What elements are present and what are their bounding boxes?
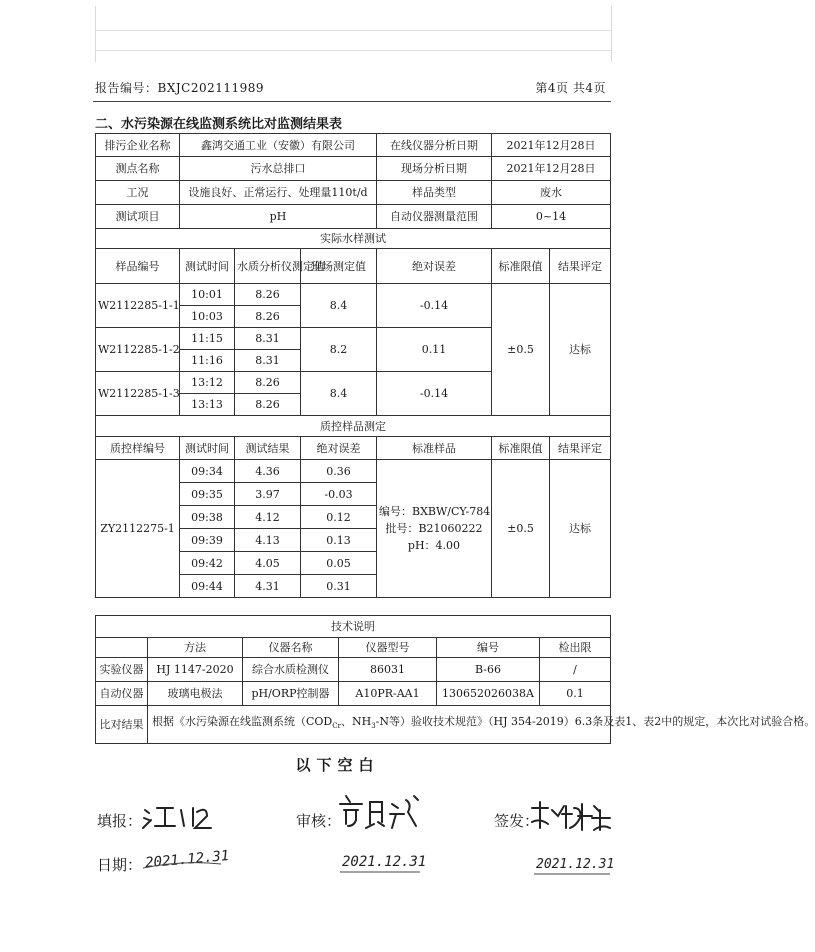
tech-instrument-number: B-66 (437, 658, 540, 682)
qc-error: 0.31 (301, 575, 377, 598)
actual-section-title: 实际水样测试 (96, 229, 611, 249)
tech-header: 编号 (437, 638, 540, 658)
evaluation-result: 达标 (550, 284, 611, 416)
qc-time: 09:34 (180, 460, 235, 483)
conclusion-part: 根据《水污染源在线监测系统（COD (152, 715, 333, 729)
field-date-label: 现场分析日期 (377, 157, 492, 181)
sample-type-value: 废水 (492, 181, 611, 205)
field-value: 8.4 (301, 372, 377, 416)
conclusion-part: -N等）验收技术规范》（HJ 354-2019）6.3条及表1、表2中的规定，本次比对试验合格。 (375, 715, 815, 729)
qc-result: 4.12 (235, 506, 301, 529)
date-handwriting-text: 2021.12.31 (342, 854, 427, 870)
standard-ph: pH：4.00 (407, 539, 461, 552)
item-value: pH (180, 205, 377, 229)
conclusion-subscript: Cr (332, 722, 341, 731)
qc-standard-limit: ±0.5 (492, 460, 550, 598)
qc-error: -0.03 (301, 483, 377, 506)
actual-header: 水质分析仪测定值 (235, 249, 301, 284)
analyzer-value: 8.26 (235, 306, 301, 328)
table-row (96, 658, 611, 682)
qc-result: 4.13 (235, 529, 301, 552)
date-handwriting-text: 2021.12.31 (536, 857, 615, 872)
online-date-value: 2021年12月28日 (492, 134, 611, 157)
table-row (96, 460, 611, 483)
qc-time: 09:44 (180, 575, 235, 598)
actual-header: 样品编号 (96, 249, 180, 284)
field-date-value: 2021年12月28日 (492, 157, 611, 181)
test-time: 11:16 (180, 350, 235, 372)
test-time: 10:01 (180, 284, 235, 306)
field-value: 8.2 (301, 328, 377, 372)
condition-value: 设施良好、正常运行、处理量110t/d (180, 181, 377, 205)
reviewer-date-handwritten (340, 848, 427, 876)
filler-date-handwritten (143, 846, 230, 872)
standard-number: 编号：BXBW/CY-784 (379, 505, 491, 518)
tech-instrument-model: 86031 (339, 658, 437, 682)
review-label: 审核： (296, 812, 342, 830)
analyzer-value: 8.31 (235, 350, 301, 372)
tech-instrument-name: pH/ORP控制器 (243, 682, 339, 706)
tech-row-label: 自动仪器 (96, 682, 148, 706)
standard-limit: ±0.5 (492, 284, 550, 416)
qc-error: 0.05 (301, 552, 377, 575)
qc-error: 0.13 (301, 529, 377, 552)
sign-label: 签发： (494, 812, 540, 830)
sample-id: W2112285-1-2 (96, 328, 180, 372)
qc-time: 09:38 (180, 506, 235, 529)
qc-time: 09:35 (180, 483, 235, 506)
sample-id: W2112285-1-1 (96, 284, 180, 328)
qc-standard-sample (377, 460, 492, 598)
table-row (96, 682, 611, 706)
tech-header-row (96, 638, 611, 658)
tech-header: 仪器型号 (339, 638, 437, 658)
ghost-table-remnant (95, 6, 612, 62)
conclusion-subscript: 3 (371, 722, 376, 731)
table-row (96, 284, 611, 306)
blank-notice: 以下空白 (295, 756, 380, 774)
filler-signature (141, 800, 221, 832)
actual-header: 结果评定 (550, 249, 611, 284)
qc-error: 0.36 (301, 460, 377, 483)
tech-method: 玻璃电极法 (148, 682, 243, 706)
qc-time: 09:42 (180, 552, 235, 575)
field-value: 8.4 (301, 284, 377, 328)
qc-sample-id: ZY2112275-1 (96, 460, 180, 598)
actual-header: 现场测定值 (301, 249, 377, 284)
header-rule (93, 101, 611, 102)
section-title: 二、水污染源在线监测系统比对监测结果表 (95, 117, 343, 132)
site-value: 污水总排口 (180, 157, 377, 181)
site-label: 测点名称 (96, 157, 180, 181)
sample-id: W2112285-1-3 (96, 372, 180, 416)
actual-header: 测试时间 (180, 249, 235, 284)
analyzer-value: 8.26 (235, 394, 301, 416)
tech-header-blank (96, 638, 148, 658)
absolute-error: 0.11 (377, 328, 492, 372)
tech-instrument-number: 130652026038A (437, 682, 540, 706)
tech-header: 检出限 (540, 638, 611, 658)
qc-header: 标准限值 (492, 437, 550, 460)
actual-header-row (96, 249, 611, 284)
date-label: 日期： (97, 856, 143, 874)
test-time: 13:13 (180, 394, 235, 416)
fill-label: 填报： (97, 812, 143, 830)
qc-evaluation-result: 达标 (550, 460, 611, 598)
conclusion-label: 比对结果 (96, 706, 148, 744)
condition-label: 工况 (96, 181, 180, 205)
absolute-error: -0.14 (377, 372, 492, 416)
info-row-item (96, 205, 611, 229)
qc-section-title: 质控样品测定 (96, 416, 611, 437)
qc-header: 绝对误差 (301, 437, 377, 460)
test-time: 11:15 (180, 328, 235, 350)
sample-type-label: 样品类型 (377, 181, 492, 205)
analyzer-value: 8.26 (235, 372, 301, 394)
tech-method: HJ 1147-2020 (148, 658, 243, 682)
conclusion-part: 、NH (340, 715, 372, 729)
analyzer-value: 8.31 (235, 328, 301, 350)
qc-header: 标准样品 (377, 437, 492, 460)
info-row-site (96, 157, 611, 181)
test-time: 13:12 (180, 372, 235, 394)
tech-detection-limit: 0.1 (540, 682, 611, 706)
standard-batch: 批号：B21060222 (385, 522, 483, 535)
signer-signature (528, 798, 614, 834)
analyzer-value: 8.26 (235, 284, 301, 306)
info-row-enterprise (96, 134, 611, 157)
tech-header: 仪器名称 (243, 638, 339, 658)
qc-result: 4.05 (235, 552, 301, 575)
absolute-error: -0.14 (377, 284, 492, 328)
info-row-condition (96, 181, 611, 205)
enterprise-value: 鑫鸿交通工业（安徽）有限公司 (180, 134, 377, 157)
qc-error: 0.12 (301, 506, 377, 529)
conclusion-text (148, 706, 815, 744)
report-number: 报告编号：BXJC202111989 (95, 81, 265, 95)
qc-result: 4.36 (235, 460, 301, 483)
qc-time: 09:39 (180, 529, 235, 552)
tech-section-title: 技术说明 (96, 616, 611, 638)
tech-instrument-name: 综合水质检测仪 (243, 658, 339, 682)
online-date-label: 在线仪器分析日期 (377, 134, 492, 157)
range-value: 0~14 (492, 205, 611, 229)
actual-header: 标准限值 (492, 249, 550, 284)
qc-result: 3.97 (235, 483, 301, 506)
tech-row-label: 实验仪器 (96, 658, 148, 682)
test-time: 10:03 (180, 306, 235, 328)
item-label: 测试项目 (96, 205, 180, 229)
comparison-results-table (95, 133, 611, 598)
qc-header: 结果评定 (550, 437, 611, 460)
tech-detection-limit: / (540, 658, 611, 682)
date-handwriting-text: 2021.12.31 (144, 847, 230, 872)
tech-instrument-model: A10PR-AA1 (339, 682, 437, 706)
range-label: 自动仪器测量范围 (377, 205, 492, 229)
qc-header: 质控样编号 (96, 437, 180, 460)
reviewer-signature (336, 790, 426, 832)
page-info: 第4页 共4页 (535, 81, 606, 95)
qc-header: 测试时间 (180, 437, 235, 460)
qc-header-row (96, 437, 611, 460)
actual-header: 绝对误差 (377, 249, 492, 284)
signer-date-handwritten (534, 852, 614, 878)
conclusion-row (96, 706, 611, 744)
qc-result: 4.31 (235, 575, 301, 598)
enterprise-label: 排污企业名称 (96, 134, 180, 157)
tech-header: 方法 (148, 638, 243, 658)
technical-table (95, 615, 815, 744)
qc-header: 测试结果 (235, 437, 301, 460)
